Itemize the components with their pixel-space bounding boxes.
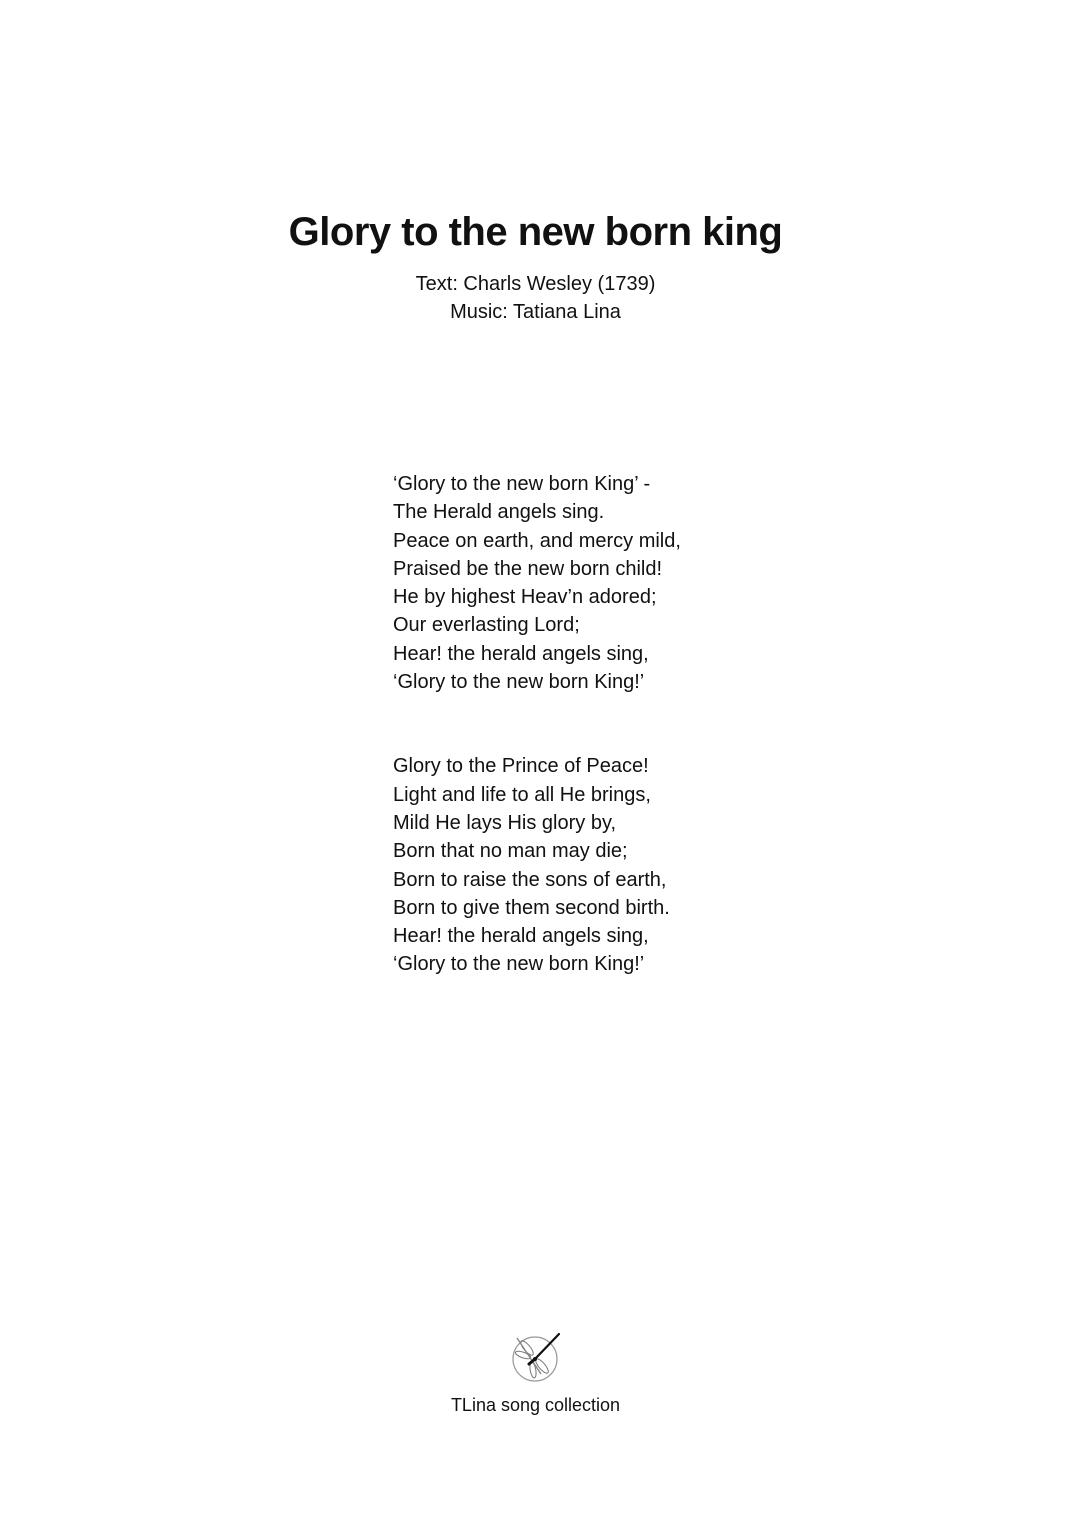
verse-line: Born to raise the sons of earth,: [393, 868, 667, 891]
verse-line: Mild He lays His glory by,: [393, 811, 617, 834]
verse-2: [393, 752, 893, 978]
collection-name: TLina song collection: [450, 1395, 621, 1415]
dragonfly-clock-icon: [509, 1328, 563, 1384]
verse-line: Glory to the Prince of Peace!: [393, 755, 649, 778]
credits: [0, 270, 1071, 326]
verse-line: Light and life to all He brings,: [393, 783, 651, 806]
verse-line: Praised be the new born child!: [393, 557, 663, 580]
verse-line: Peace on earth, and mercy mild,: [393, 529, 681, 552]
verse-line: Born that no man may die;: [393, 840, 628, 863]
verse-line: ‘Glory to the new born King’ -: [393, 473, 651, 495]
music-credit: Music: Tatiana Lina: [450, 301, 621, 323]
verse-line: Hear! the herald angels sing,: [393, 925, 649, 948]
verse-line: Our everlasting Lord;: [393, 614, 580, 637]
song-title: Glory to the new born king: [288, 210, 783, 254]
verse-line: Born to give them second birth.: [393, 896, 670, 919]
verse-line: ‘Glory to the new born King!’: [393, 953, 645, 976]
text-credit: Text: Charls Wesley (1739): [415, 273, 656, 295]
verse-1: [393, 470, 893, 696]
verse-line: Hear! the herald angels sing,: [393, 642, 649, 665]
verse-line: He by highest Heav’n adored;: [393, 586, 657, 609]
verse-line: The Herald angels sing.: [393, 501, 605, 524]
lyrics: [393, 470, 893, 1035]
verse-line: ‘Glory to the new born King!’: [393, 671, 645, 694]
